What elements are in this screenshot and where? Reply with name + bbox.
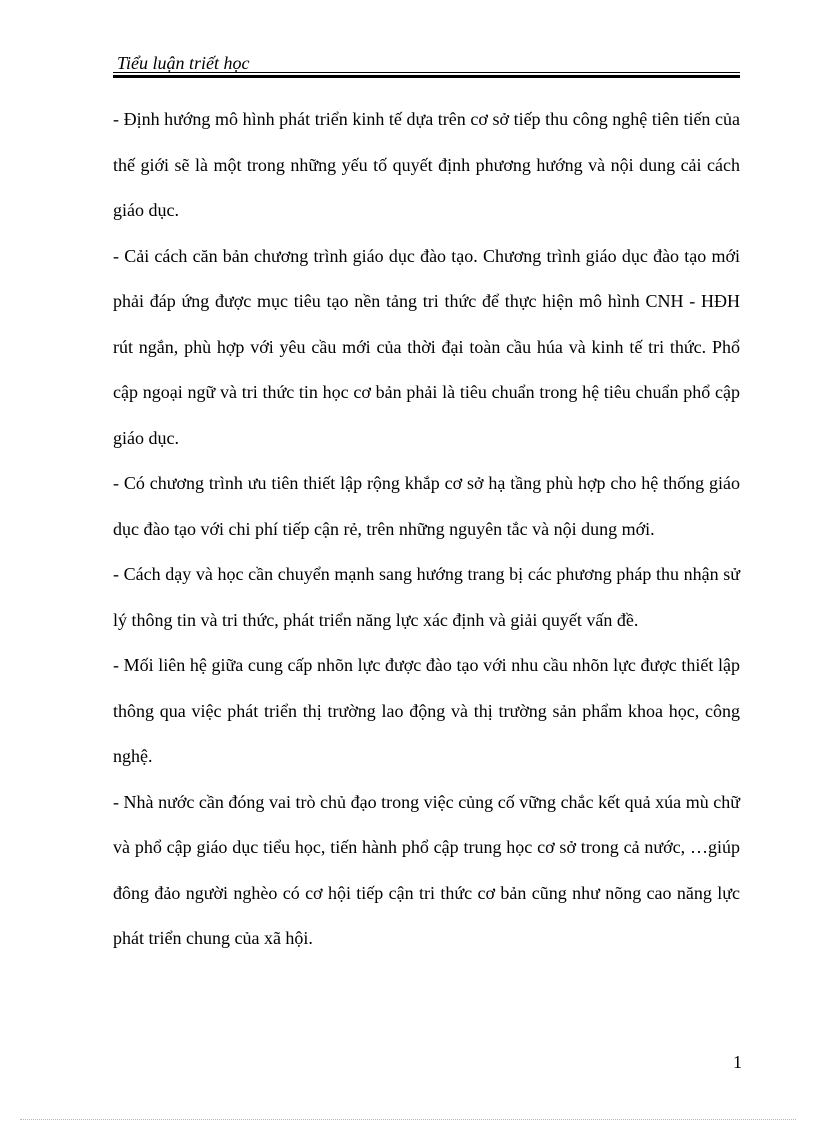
page-number: 1 — [733, 1052, 742, 1072]
paragraph-infrastructure: - Có chương trình ưu tiên thiết lập rộng khắp cơ sở hạ tầng phù hợp cho hệ thống giáo dục đào tạo với chi phí tiếp cận rẻ, trên những nguyên tắc và nội dung mới. — [113, 473, 740, 539]
paragraph-state-role: - Nhà nước cần đóng vai trò chủ đạo trong việc củng cố vững chắc kết quả xúa mù chữ và phổ cập giáo dục tiểu học, tiến hành phổ cập trung học cơ sở trong cả nước, …giúp đông đảo người nghèo có cơ hội tiếp cận tri thức cơ bản cũng như nõng cao năng lực phát triển chung của xã hội. — [113, 791, 740, 948]
paragraph-curriculum-reform: - Cải cách căn bản chương trình giáo dục đào tạo. Chương trình giáo dục đào tạo mới phải đáp ứng được mục tiêu tạo nền tảng tri thức để thực hiện mô hình CNH - HĐH rút ngắn, phù hợp với yêu cầu mới của thời đại toàn cầu húa và kinh tế tri thức. Phổ cập ngoại ngữ và tri thức tin học cơ bản phải là tiêu chuẩn trong hệ tiêu chuẩn phổ cập giáo dục. — [113, 245, 740, 448]
paragraph-development-model: - Định hướng mô hình phát triển kinh tế dựa trên cơ sở tiếp thu công nghệ tiên tiến của thế giới sẽ là một trong những yếu tố quyết định phương hướng và nội dung cải cách giáo dục. — [113, 109, 740, 220]
header-rule-thick — [113, 75, 740, 78]
paragraph-teaching-methods: - Cách dạy và học cần chuyển mạnh sang hướng trang bị các phương pháp thu nhận sử lý thông tin và tri thức, phát triển năng lực xác định và giải quyết vấn đề. — [113, 564, 740, 630]
document-header-title: Tiểu luận triết học — [117, 53, 250, 73]
document-body — [113, 97, 740, 962]
header-rule-thin — [113, 72, 740, 73]
paragraph-labor-market: - Mối liên hệ giữa cung cấp nhõn lực được đào tạo với nhu cầu nhõn lực được thiết lập thông qua việc phát triển thị trường lao động và thị trường sản phẩm khoa học, công nghệ. — [113, 655, 740, 766]
page-bottom-dotted-border — [20, 1119, 796, 1120]
